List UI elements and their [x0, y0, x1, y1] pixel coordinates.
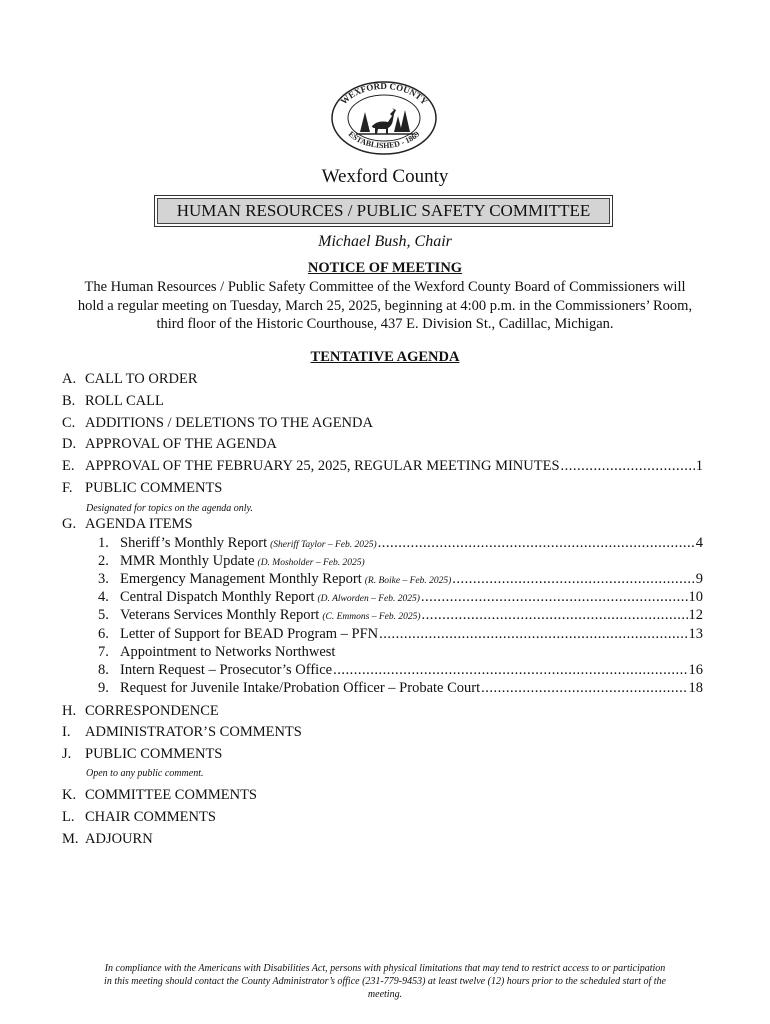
- item-text: APPROVAL OF THE FEBRUARY 25, 2025, REGULAR MEETING MINUTES: [85, 458, 560, 474]
- agenda-item-f: [62, 480, 222, 497]
- agenda-item-a: [62, 371, 198, 388]
- item-letter: B.: [62, 393, 76, 409]
- page-number: 1: [695, 458, 703, 474]
- agenda-item-c: [62, 415, 373, 432]
- agenda-item-d: [62, 436, 277, 453]
- agenda-item-i: [62, 724, 302, 741]
- item-letter: M.: [62, 831, 79, 847]
- item-text: PUBLIC COMMENTS: [85, 746, 223, 762]
- item-text: Veterans Services Monthly Report: [120, 607, 320, 624]
- item-text: CALL TO ORDER: [85, 371, 198, 387]
- agenda-note: Open to any public comment.: [86, 768, 204, 779]
- item-letter: F.: [62, 480, 73, 496]
- seal-top-text: WEXFORD COUNTY: [338, 80, 430, 107]
- agenda-sub-item: [98, 626, 703, 643]
- seal-bottom-text: ESTABLISHED - 1869: [346, 129, 422, 151]
- agenda-sub-item: [98, 662, 703, 679]
- agenda-item-m: [62, 831, 153, 848]
- agenda-item-e: [62, 458, 703, 475]
- item-text: Appointment to Networks Northwest: [120, 643, 336, 660]
- agenda-sub-item: [98, 571, 703, 588]
- item-letter: A.: [62, 371, 77, 387]
- item-text: PUBLIC COMMENTS: [85, 480, 223, 496]
- item-letter: H.: [62, 703, 77, 719]
- item-number: 8.: [98, 661, 109, 678]
- notice-line: third floor of the Historic Courthouse, 437 E. Division St., Cadillac, Michigan.: [156, 316, 614, 332]
- item-text: CHAIR COMMENTS: [85, 809, 216, 825]
- item-letter: K.: [62, 787, 77, 803]
- item-number: 1.: [98, 535, 109, 551]
- page-number: 9: [695, 571, 703, 588]
- page-number: 16: [688, 661, 703, 678]
- svg-text:ESTABLISHED - 1869: [347, 129, 422, 150]
- agenda-sub-item: [98, 589, 703, 606]
- dot-leader: [481, 680, 687, 697]
- item-number: 9.: [98, 679, 109, 696]
- svg-text:WEXFORD COUNTY: [339, 81, 430, 107]
- page-number: 10: [688, 589, 703, 606]
- footer-line: in this meeting should contact the County Administrator’s office (231-779-9453) at least twelve (12) hours prior to the scheduled start of the: [104, 976, 666, 987]
- item-text: Letter of Support for BEAD Program – PFN: [120, 625, 379, 642]
- item-text: ADMINISTRATOR’S COMMENTS: [85, 724, 302, 740]
- item-text: Request for Juvenile Intake/Probation Officer – Probate Court: [120, 679, 481, 696]
- agenda-note: Designated for topics on the agenda only.: [86, 503, 253, 514]
- item-presenter: (C. Emmons – Feb. 2025): [322, 612, 421, 623]
- item-letter: I.: [62, 724, 71, 740]
- item-number: 5.: [98, 607, 109, 624]
- item-text: Emergency Management Monthly Report: [120, 571, 362, 588]
- item-presenter: (D. Mosholder – Feb. 2025): [257, 558, 365, 569]
- agenda-sub-item: [98, 680, 703, 697]
- item-number: 2.: [98, 553, 109, 570]
- chair-name: Michael Bush, Chair: [318, 233, 452, 250]
- item-text: Sheriff’s Monthly Report: [120, 535, 268, 551]
- agenda-item-l: [62, 809, 216, 826]
- notice-line: hold a regular meeting on Tuesday, March 25, 2025, beginning at 4:00 p.m. in the Commissioners’ Room,: [77, 297, 693, 314]
- item-text: Intern Request – Prosecutor’s Office: [120, 661, 333, 678]
- item-text: MMR Monthly Update: [120, 553, 255, 570]
- agenda-item-k: [62, 787, 257, 804]
- footer-line: meeting.: [367, 989, 403, 1000]
- item-presenter: (Sheriff Taylor – Feb. 2025): [270, 540, 377, 550]
- item-presenter: (R. Boike – Feb. 2025): [364, 576, 452, 587]
- agenda-item-h: [62, 703, 219, 720]
- item-text: COMMITTEE COMMENTS: [85, 787, 257, 803]
- dot-leader: [421, 589, 688, 606]
- dot-leader: [452, 571, 694, 588]
- item-number: 3.: [98, 571, 109, 588]
- agenda-sub-item: [98, 553, 703, 570]
- item-text: ROLL CALL: [85, 393, 164, 409]
- item-number: 6.: [98, 625, 109, 642]
- county-seal-logo: [330, 80, 438, 156]
- page-number: 4: [695, 535, 703, 551]
- agenda-item-g: [62, 516, 193, 533]
- item-number: 7.: [98, 643, 109, 660]
- dot-leader: [422, 607, 688, 624]
- item-letter: L.: [62, 809, 75, 825]
- page-number: 13: [688, 625, 703, 642]
- page-number: 12: [688, 607, 703, 624]
- agenda-sub-item: [98, 644, 703, 661]
- footer-line: In compliance with the Americans with Disabilities Act, persons with physical limitations that may tend to restrict access to or participation: [104, 963, 666, 974]
- notice-line: The Human Resources / Public Safety Committee of the Wexford County Board of Commissioners will: [84, 279, 686, 295]
- item-text: APPROVAL OF THE AGENDA: [85, 436, 277, 452]
- notice-title: NOTICE OF MEETING: [307, 260, 463, 276]
- item-presenter: (D. Alworden – Feb. 2025): [317, 594, 420, 605]
- item-letter: C.: [62, 415, 76, 431]
- agenda-sub-item: [98, 607, 703, 624]
- page-number: 18: [688, 679, 703, 696]
- agenda-item-b: [62, 393, 164, 410]
- item-letter: G.: [62, 516, 77, 532]
- committee-title: HUMAN RESOURCES / PUBLIC SAFETY COMMITTEE: [176, 201, 591, 220]
- item-letter: J.: [62, 746, 72, 762]
- item-text: ADJOURN: [85, 831, 153, 847]
- notice-body: [55, 278, 715, 334]
- item-letter: D.: [62, 436, 77, 452]
- agenda-item-j: [62, 746, 222, 763]
- item-text: AGENDA ITEMS: [85, 516, 193, 532]
- county-name: Wexford County: [321, 166, 449, 187]
- item-text: CORRESPONDENCE: [85, 703, 219, 719]
- item-text: Central Dispatch Monthly Report: [120, 589, 315, 606]
- dot-leader: [379, 626, 687, 643]
- committee-banner: [154, 195, 613, 227]
- item-letter: E.: [62, 458, 75, 474]
- dot-leader: [333, 662, 687, 679]
- agenda-sub-item: [98, 535, 703, 552]
- ada-compliance-notice: [60, 962, 710, 1001]
- item-text: ADDITIONS / DELETIONS TO THE AGENDA: [85, 415, 373, 431]
- item-number: 4.: [98, 589, 109, 606]
- agenda-title: TENTATIVE AGENDA: [310, 349, 460, 365]
- dot-leader: [561, 458, 695, 475]
- dot-leader: [378, 535, 695, 552]
